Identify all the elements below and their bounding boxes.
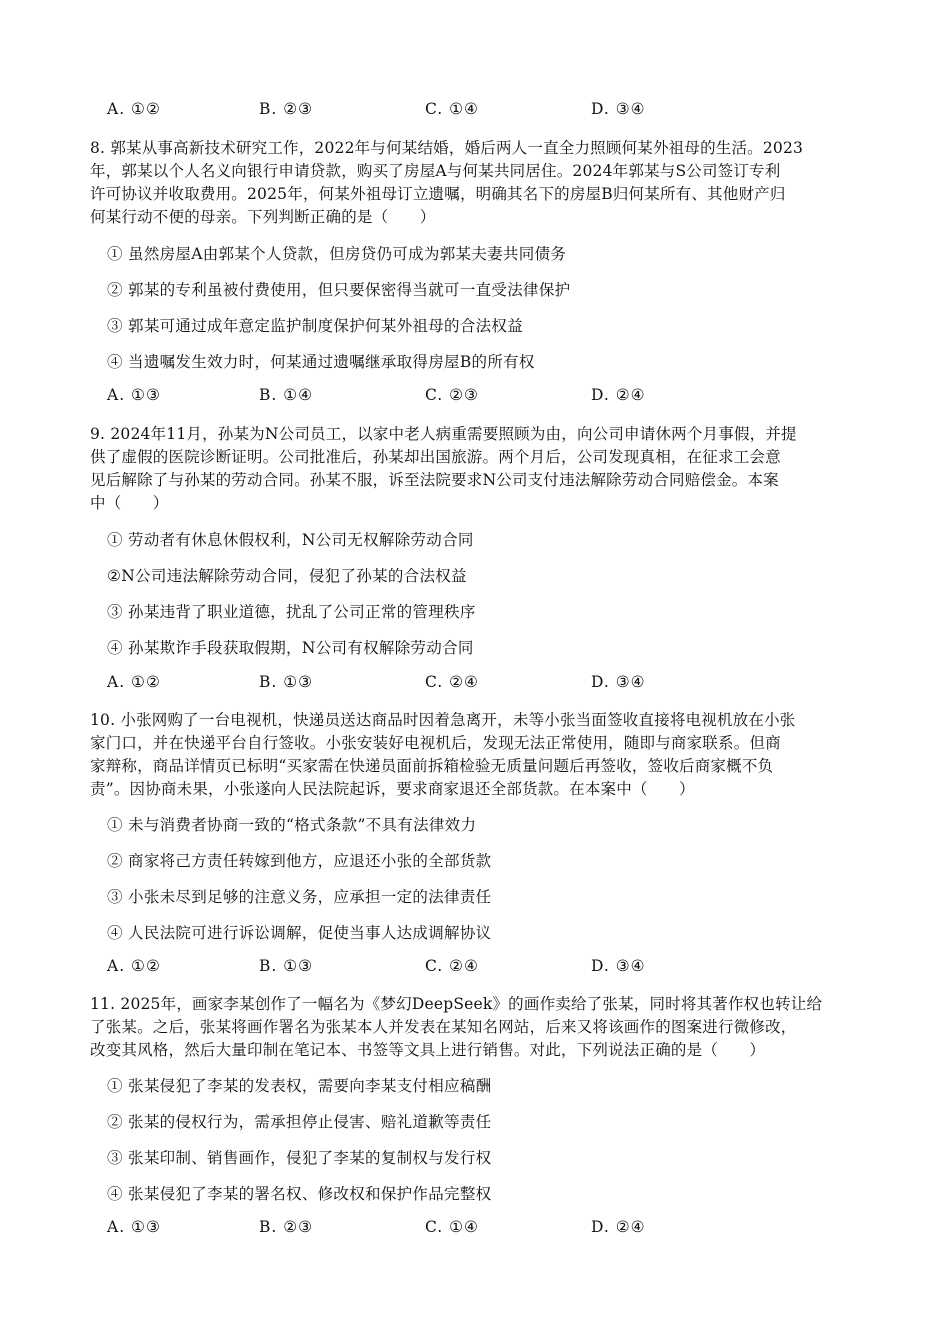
option-d[interactable]: D. ②④ <box>591 386 646 404</box>
option-b[interactable]: B. ①③ <box>259 957 314 975</box>
option-b[interactable]: B. ②③ <box>259 1218 314 1236</box>
q9-stem-line: 供了虚假的医院诊断证明。公司批准后，孙某却出国旅游。两个月后，公司发现真相，在征求工会意 <box>90 448 781 466</box>
q9-options <box>107 673 867 697</box>
q10-stem-line: 家门口，并在快递平台自行签收。小张安装好电视机后，发现无法正常使用，随即与商家联系。但商 <box>90 734 781 752</box>
q8-statement-3: ③ 郭某可通过成年意定监护制度保护何某外祖母的合法权益 <box>107 317 524 335</box>
option-b[interactable]: B. ①③ <box>259 673 314 691</box>
q9-statement-1: ① 劳动者有休息休假权利，N公司无权解除劳动合同 <box>107 531 474 549</box>
q8-statement-1: ① 虽然房屋A由郭某个人贷款，但房贷仍可成为郭某夫妻共同债务 <box>107 245 567 263</box>
q10-statement-1: ① 未与消费者协商一致的“格式条款”不具有法律效力 <box>107 816 477 834</box>
q8-stem-line: 年，郭某以个人名义向银行申请贷款，购买了房屋A与何某共同居住。2024年郭某与S公司签订专利 <box>90 162 781 180</box>
q11-stem-line: 11. 2025年，画家李某创作了一幅名为《梦幻DeepSeek》的画作卖给了张某，同时将其著作权也转让给 <box>90 995 823 1013</box>
q11-statement-2: ② 张某的侵权行为，需承担停止侵害、赔礼道歉等责任 <box>107 1113 492 1131</box>
option-c[interactable]: C. ①④ <box>425 100 479 118</box>
q8-statement-4: ④ 当遗嘱发生效力时，何某通过遗嘱继承取得房屋B的所有权 <box>107 353 535 371</box>
option-b[interactable]: B. ②③ <box>259 100 314 118</box>
option-a[interactable]: A. ①③ <box>107 386 161 404</box>
q9-statement-3: ③ 孙某违背了职业道德，扰乱了公司正常的管理秩序 <box>107 603 476 621</box>
option-c[interactable]: C. ②④ <box>425 957 479 975</box>
q10-stem-line: 10. 小张网购了一台电视机，快递员送达商品时因着急离开，未等小张当面签收直接将电视机放在小张 <box>90 711 796 729</box>
q9-stem <box>90 423 858 515</box>
q10-statement-4: ④ 人民法院可进行诉讼调解，促使当事人达成调解协议 <box>107 924 492 942</box>
q8-options <box>107 386 867 410</box>
q11-statement-4: ④ 张某侵犯了李某的署名权、修改权和保护作品完整权 <box>107 1185 492 1203</box>
q8-stem-line: 许可协议并收取费用。2025年，何某外祖母订立遗嘱，明确其名下的房屋B归何某所有、其他财产归 <box>90 185 786 203</box>
q9-stem-line: 9. 2024年11月，孙某为N公司员工，以家中老人病重需要照顾为由，向公司申请休两个月事假，并提 <box>90 425 797 443</box>
option-a[interactable]: A. ①② <box>107 100 161 118</box>
option-d[interactable]: D. ②④ <box>591 1218 646 1236</box>
q10-stem-line: 责”。因协商未果，小张遂向人民法院起诉，要求商家退还全部货款。在本案中（ ） <box>90 780 695 798</box>
q9-stem-line: 见后解除了与孙某的劳动合同。孙某不服，诉至法院要求N公司支付违法解除劳动合同赔偿金。本案 <box>90 471 779 489</box>
q7-options <box>107 100 867 124</box>
option-c[interactable]: C. ②③ <box>425 386 479 404</box>
q10-statement-3: ③ 小张未尽到足够的注意义务，应承担一定的法律责任 <box>107 888 492 906</box>
q10-statement-2: ② 商家将己方责任转嫁到他方，应退还小张的全部货款 <box>107 852 492 870</box>
option-c[interactable]: C. ①④ <box>425 1218 479 1236</box>
q9-stem-line: 中（ ） <box>90 494 169 512</box>
q8-statement-2: ② 郭某的专利虽被付费使用，但只要保密得当就可一直受法律保护 <box>107 281 571 299</box>
q11-stem-line: 了张某。之后，张某将画作署名为张某本人并发表在某知名网站，后来又将该画作的图案进行微修改， <box>90 1018 797 1036</box>
q8-stem-line: 何某行动不便的母亲。下列判断正确的是（ ） <box>90 208 436 226</box>
option-b[interactable]: B. ①④ <box>259 386 314 404</box>
q11-statement-1: ① 张某侵犯了李某的发表权，需要向李某支付相应稿酬 <box>107 1077 492 1095</box>
q11-statement-3: ③ 张某印制、销售画作，侵犯了李某的复制权与发行权 <box>107 1149 492 1167</box>
option-c[interactable]: C. ②④ <box>425 673 479 691</box>
q10-options <box>107 957 867 981</box>
q8-stem <box>90 137 858 229</box>
q11-stem <box>90 993 858 1062</box>
q10-stem <box>90 709 858 801</box>
q9-statement-4: ④ 孙某欺诈手段获取假期，N公司有权解除劳动合同 <box>107 639 474 657</box>
option-d[interactable]: D. ③④ <box>591 100 646 118</box>
option-a[interactable]: A. ①② <box>107 673 161 691</box>
option-a[interactable]: A. ①② <box>107 957 161 975</box>
option-d[interactable]: D. ③④ <box>591 673 646 691</box>
q11-stem-line: 改变其风格，然后大量印制在笔记本、书签等文具上进行销售。对此，下列说法正确的是（ ） <box>90 1041 766 1059</box>
q10-stem-line: 家辩称，商品详情页已标明“买家需在快递员面前拆箱检验无质量问题后再签收，签收后商家概不负 <box>90 757 774 775</box>
option-a[interactable]: A. ①③ <box>107 1218 161 1236</box>
q9-statement-2: ②N公司违法解除劳动合同，侵犯了孙某的合法权益 <box>107 567 467 585</box>
q8-stem-line: 8. 郭某从事高新技术研究工作，2022年与何某结婚，婚后两人一直全力照顾何某外祖母的生活。2023 <box>90 139 804 157</box>
option-d[interactable]: D. ③④ <box>591 957 646 975</box>
q11-options <box>107 1218 867 1242</box>
